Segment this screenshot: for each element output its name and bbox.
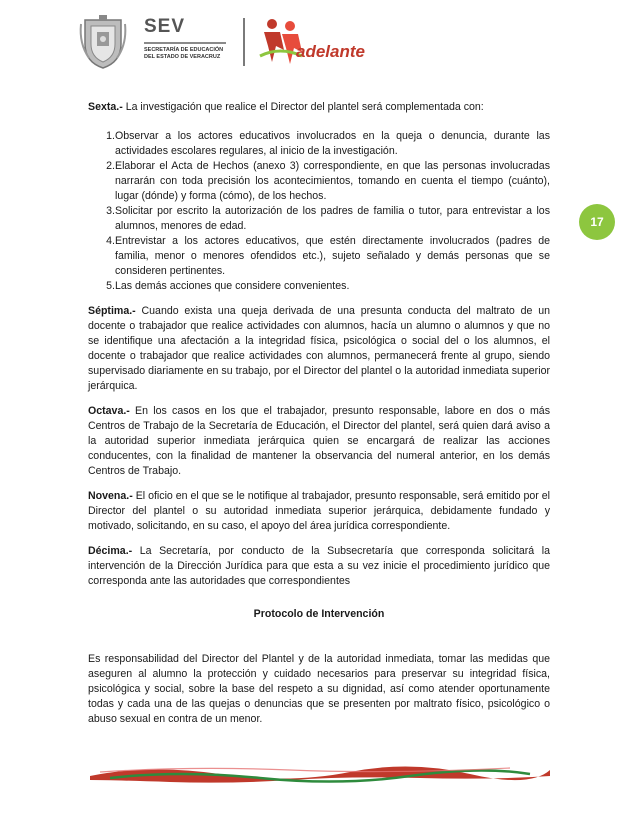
clause-sexta — [88, 100, 550, 115]
list-item-number: 4. — [106, 235, 115, 247]
clause-novena-text: El oficio en el que se le notifique al trabajador, presunto responsable, será emitido por el Director del plantel o su autoridad inmediata superior jerárquica, debidamente fundado y motivado, solicitando, en su caso, el apoyo del área jurídica correspondiente. — [88, 490, 550, 532]
clause-septima — [88, 304, 550, 394]
footer-ribbon-decoration — [90, 760, 550, 788]
sev-divider — [144, 42, 226, 44]
protocol-title: Protocolo de Intervención — [253, 608, 385, 620]
clause-sexta-label: Sexta.- — [88, 101, 123, 113]
sev-logo — [138, 16, 248, 72]
list-item — [88, 204, 550, 234]
sev-title: SEV — [144, 16, 186, 37]
veracruz-seal-logo — [77, 14, 129, 70]
clause-decima — [88, 544, 550, 589]
page-number-badge: 17 — [579, 204, 615, 240]
list-item — [88, 129, 550, 159]
list-item — [88, 234, 550, 279]
clause-decima-text: La Secretaría, por conducto de la Subsecretaría que corresponda solicitará la intervención de la Dirección Jurídica para que esta a su vez inicie el procedimiento jurídico que corresponda ante las autoridades que correspondientes — [88, 545, 550, 587]
clause-septima-label: Séptima.- — [88, 305, 136, 317]
list-item-number: 2. — [106, 160, 115, 172]
list-item-text: Las demás acciones que considere convenientes. — [115, 280, 350, 292]
list-item-text: Entrevistar a los actores educativos, que estén directamente involucrados (padres de familia, menor o menores ofendidos etc.), sujeto señalado y demás personas que se consideren pertinentes. — [115, 235, 550, 277]
investigation-steps-list — [88, 129, 550, 294]
sev-subtitle-line1: SECRETARÍA DE EDUCACIÓN — [144, 47, 224, 53]
list-item-number: 3. — [106, 205, 115, 217]
list-item-number: 1. — [106, 130, 115, 142]
list-item-text: Observar a los actores educativos involucrados en la queja o denuncia, durante las actividades escolares regulares, al inicio de la investigación. — [115, 130, 550, 157]
list-item-text: Elaborar el Acta de Hechos (anexo 3) correspondiente, en que las personas involucradas narrarán con toda precisión los acontecimientos, tomando en cuenta el tiempo (cuánto), lugar (dónde) y forma (cómo), de los hechos. — [115, 160, 550, 202]
document-body — [88, 100, 550, 737]
list-item — [88, 159, 550, 204]
page-header — [0, 0, 638, 80]
sev-subtitle-line2: DEL ESTADO DE VERACRUZ — [144, 54, 221, 60]
clause-octava-label: Octava.- — [88, 405, 130, 417]
protocol-paragraph: Es responsabilidad del Director del Plantel y de la autoridad inmediata, tomar las medidas que aseguren al alumno la protección y cuidado necesarios para preservar su integridad física, psicológica y social, sobre la base del respeto a su dignidad, así como atender oportunamente todas y cada una de las quejas o denuncias que se presenten por maltrato físico, psicológico o abuso sexual en contra de un menor. — [88, 653, 550, 725]
list-item-number: 5. — [106, 280, 115, 292]
adelante-logo — [258, 14, 378, 74]
clause-septima-text: Cuando exista una queja derivada de una presunta conducta del maltrato de un docente o trabajador que realice actividades con alumnos, hacía un alumno o alumnos y que no se identifique una afectación a la integridad física, psicológica o social del o los alumnos, el docente o trabajador que realice actividades con alumnos, permanecerá frente al grupo, siendo supervisado diariamente en su trabajo, por el Director del plantel o la autoridad inmediata superior jerárquica. — [88, 305, 550, 392]
list-item — [88, 279, 550, 294]
list-item-text: Solicitar por escrito la autorización de los padres de familia o tutor, para entrevistar a los alumnos, menores de edad. — [115, 205, 550, 232]
clause-octava — [88, 404, 550, 479]
adelante-wordmark: adelante — [296, 42, 365, 61]
clause-novena-label: Novena.- — [88, 490, 133, 502]
sev-subtitle — [144, 47, 254, 61]
clause-novena — [88, 489, 550, 534]
header-divider — [243, 18, 245, 66]
clause-sexta-text: La investigación que realice el Director del plantel será complementada con: — [122, 101, 484, 113]
clause-decima-label: Décima.- — [88, 545, 133, 557]
clause-octava-text: En los casos en los que el trabajador, presunto responsable, labore en dos o más Centros de Trabajo de la Secretaría de Educación, el Director del plantel, será quien dará aviso a la autoridad superior inmediata jerárquica quien se encargará de realizar las acciones conducentes, con la finalidad de mantener la observancia del numeral anterior, en los demás Centros de Trabajo. — [88, 405, 550, 477]
